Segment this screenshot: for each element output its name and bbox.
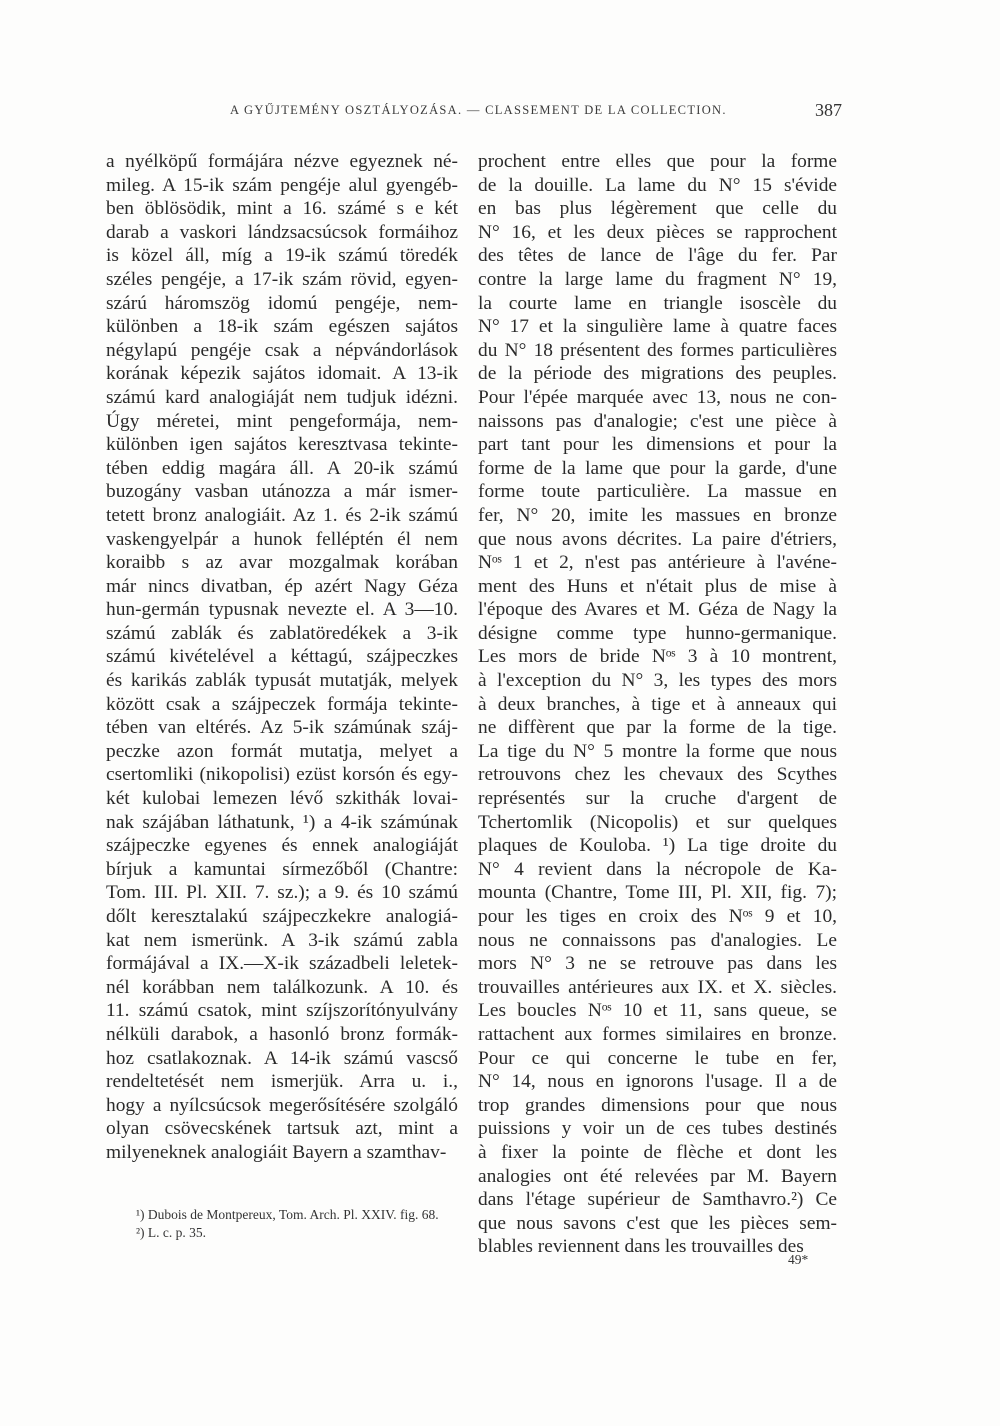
footnotes xyxy=(136,1206,596,1242)
text-line: korának képezik sajátos idomait. A 13-ik xyxy=(106,363,458,385)
text-line: milyeneknek analogiáit Bayern a szamthav- xyxy=(106,1141,447,1163)
text-line: kat nem ismerünk. A 3-ik számú zabla xyxy=(106,929,458,951)
text-line: à fixer la pointe de flèche et dont les xyxy=(478,1141,837,1163)
text-line: mounta (Chantre, Tome III, Pl. XII, fig. 7); xyxy=(478,882,837,904)
text-line: désigne comme type hunno-germanique. xyxy=(478,622,837,644)
text-line: trop grandes dimensions pour que nous xyxy=(478,1094,837,1116)
text-line: Les mors de bride Nᵒˢ 3 à 10 montrent, xyxy=(478,646,837,668)
text-line: retrouvons chez les chevaux des Scythes xyxy=(478,764,837,786)
text-line: représentés sur la cruche d'argent de xyxy=(478,788,837,810)
signature-mark: 49* xyxy=(788,1252,809,1267)
text-line: pour les tiges en croix des Nᵒˢ 9 et 10, xyxy=(478,906,837,927)
text-line: fer, N° 20, imite les massues en bronze xyxy=(478,504,837,526)
text-line: dőlt keresztalakú szájpeczkekre analogiá- xyxy=(106,906,458,927)
text-line: különben a 18-ik szám egészen sajátos xyxy=(106,316,458,338)
text-line: számú kard analogiáját nem tudjuk idézni. xyxy=(106,386,458,408)
text-line: La tige du N° 5 montre la forme que nous xyxy=(478,740,837,762)
text-line: Tom. III. Pl. XII. 7. sz.); a 9. és 10 számú xyxy=(106,882,458,904)
text-line: que nous avons décrites. La paire d'étriers, xyxy=(478,528,837,550)
text-line: csertomliki (nikopolisi) ezüst korsón és egy- xyxy=(106,764,458,786)
text-line: des têtes de lance de l'âge du fer. Par xyxy=(478,245,837,267)
text-line: la courte lame en triangle isoscèle du xyxy=(478,292,837,314)
text-line: plaques de Kouloba. ¹) La tige droite du xyxy=(478,835,837,857)
text-line: blables reviennent dans les trouvailles des xyxy=(478,1236,804,1258)
text-line: is közel áll, míg a 19-ik számú töredék xyxy=(106,245,458,267)
text-line: N° 16, et les deux pièces se rapprochent xyxy=(478,221,837,243)
text-line: trouvailles antérieures aux IX. et X. siècles. xyxy=(478,976,837,998)
text-line: prochent entre elles que pour la forme xyxy=(478,151,837,172)
text-line: és karikás zablák typusát mutatják, melyek xyxy=(106,670,458,692)
french-column xyxy=(478,150,837,1259)
text-line: nous ne connaissons pas d'analogies. Le xyxy=(478,929,837,951)
text-line: tetett bronz analogiáit. Az 1. és 2-ik számú xyxy=(106,504,458,526)
text-line: 11. számú csatok, mint szíjszorítónyulvány xyxy=(106,1000,458,1022)
text-line: hun-germán typusnak nevezte el. A 3—10. xyxy=(106,599,458,621)
text-line: vaskengyelpár a hunok felléptén él nem xyxy=(106,528,458,550)
text-line: rendeltetését nem ismerjük. Arra u. i., xyxy=(106,1071,458,1093)
text-line: bírjuk a kamuntai sírmezőből (Chantre: xyxy=(106,858,458,880)
text-line: ben öblösödik, mint a 16. számé s e két xyxy=(106,198,458,220)
text-line: szájpeczke egyenes és ennek analogiáját xyxy=(106,835,458,857)
page-number: 387 xyxy=(815,100,842,120)
text-line: N° 17 et la singulière lame à quatre faces xyxy=(478,316,837,338)
text-line: dans l'étage supérieur de Samthavro.²) Ce xyxy=(478,1189,837,1211)
text-line: szárú háromszög idomú pengéje, nem- xyxy=(106,292,458,314)
hungarian-column xyxy=(106,150,458,1165)
text-line: tében van eltérés. Az 5-ik számúnak száj- xyxy=(106,717,458,739)
text-line: már nincs divatban, ép azért Nagy Géza xyxy=(106,575,458,597)
text-line: l'époque des Avares et M. Géza de Nagy la xyxy=(478,599,837,621)
text-line: de la douille. La lame du N° 15 s'évide xyxy=(478,174,837,196)
text-line: számú kivételével a kéttagú, szájpeczkes xyxy=(106,646,458,668)
running-head: A GYŰJTEMÉNY OSZTÁLYOZÁSA. — CLASSEMENT DE LA COLLECTION. xyxy=(230,103,727,117)
text-line: két kulobai lemezen lévő szkithák lovai- xyxy=(106,788,458,810)
text-line: különben igen sajátos keresztvasa tekinte- xyxy=(106,434,458,456)
text-line: hoz csatlakoznak. A 14-ik számú vascső xyxy=(106,1047,458,1069)
text-line: négylapú pengéje csak a népvándorlások xyxy=(106,339,458,361)
text-line: N° 14, nous en ignorons l'usage. Il a de xyxy=(478,1071,837,1093)
text-line: que nous savons c'est que les pièces sem- xyxy=(478,1212,837,1234)
text-line: peczke azon formát mutatja, melyet a xyxy=(106,740,458,762)
text-line: koraibb s az avar mozgalmak korában xyxy=(106,552,458,574)
text-line: puissions y voir un de ces tubes destinés xyxy=(478,1118,837,1140)
text-line: a nyélköpű formájára nézve egyeznek né- xyxy=(106,151,458,172)
text-line: számú zablák és zablatöredékek a 3-ik xyxy=(106,622,458,644)
text-line: ne diffèrent que par la forme de la tige. xyxy=(478,717,837,739)
text-line: Tchertomlik (Nicopolis) et sur quelques xyxy=(478,811,837,833)
text-line: forme toute particulière. La massue en xyxy=(478,481,837,503)
footnote: ¹) Dubois de Montpereux, Tom. Arch. Pl. XXIV. fig. 68. xyxy=(136,1207,439,1222)
text-line: ment des Huns et n'était plus de mise à xyxy=(478,575,837,597)
text-line: N° 4 revient dans la nécropole de Ka- xyxy=(478,858,837,880)
text-line: rattachent aux formes similaires en bronze. xyxy=(478,1023,837,1045)
text-line: formájával a IX.—X-ik századbeli leletek- xyxy=(106,953,458,975)
text-line: Nᵒˢ 1 et 2, n'est pas antérieure à l'avéne- xyxy=(478,552,837,574)
text-line: contre la large lame du fragment N° 19, xyxy=(478,268,837,290)
text-line: tében eddig magára áll. A 20-ik számú xyxy=(106,457,458,479)
text-line: Pour l'épée marquée avec 13, nous ne con- xyxy=(478,386,837,408)
text-line: part tant pour les dimensions et pour la xyxy=(478,434,837,456)
text-line: mors N° 3 ne se retrouve pas dans les xyxy=(478,953,837,975)
text-line: között csak a szájpeczek formája tekinte- xyxy=(106,693,458,715)
text-line: darab a vaskori lándzsacsúcsok formáihoz xyxy=(106,221,458,243)
text-line: à deux branches, à tige et à anneaux qui xyxy=(478,693,837,715)
text-line: széles pengéje, a 17-ik szám rövid, egyen- xyxy=(106,268,458,290)
text-line: buzogány vasban utánozza a már ismer- xyxy=(106,481,458,503)
text-line: à l'exception du N° 3, les types des mors xyxy=(478,670,837,692)
text-line: nélküli darabok, a hasonló bronz formák- xyxy=(106,1023,458,1045)
text-line: du N° 18 présentent des formes particulières xyxy=(478,339,837,361)
text-line: analogies ont été relevées par M. Bayern xyxy=(478,1165,837,1187)
text-line: nél korábban nem találkozunk. A 10. és xyxy=(106,976,458,998)
footnote: ²) L. c. p. 35. xyxy=(136,1225,207,1240)
text-line: nak szájában láthatunk, ¹) a 4-ik számúnak xyxy=(106,811,458,833)
text-line: forme de la lame que pour la garde, d'une xyxy=(478,457,837,479)
text-line: mileg. A 15-ik szám pengéje alul gyengéb- xyxy=(106,174,458,196)
text-line: Pour ce qui concerne le tube en fer, xyxy=(478,1047,837,1069)
text-line: de la période des migrations des peuples. xyxy=(478,363,837,385)
text-line: Les boucles Nᵒˢ 10 et 11, sans queue, se xyxy=(478,1000,837,1022)
text-line: naissons pas d'analogie; c'est une pièce à xyxy=(478,410,837,432)
text-line: en bas plus légèrement que celle du xyxy=(478,198,837,220)
text-line: Úgy méretei, mint pengeformája, nem- xyxy=(106,410,458,432)
text-line: hogy a nyílcsúcsok megerősítésére szolgáló xyxy=(106,1094,458,1116)
text-line: olyan csövecskének tartsuk azt, mint a xyxy=(106,1118,458,1140)
